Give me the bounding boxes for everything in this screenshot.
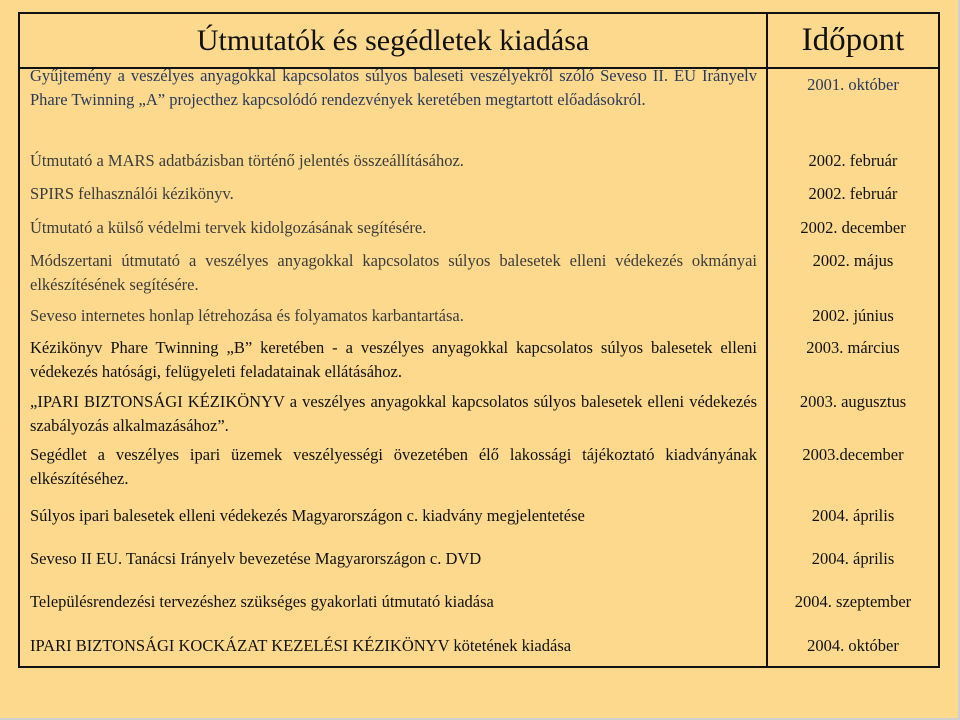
publication-item-10: Súlyos ipari balesetek elleni védekezés Magyarországon c. kiadvány megjelentetése: [30, 506, 585, 525]
publication-item-5: Módszertani útmutató a veszélyes anyagokkal kapcsolatos súlyos balesetek elleni védekezés okmányai elkészítésének segítésére.: [30, 251, 757, 294]
publication-item-9: Segédlet a veszélyes ipari üzemek veszélyességi övezetében élő lakossági tájékoztató kiadványának elkészítéséhez.: [30, 445, 757, 488]
table-header-title: Útmutatók és segédletek kiadása: [196, 23, 590, 57]
publication-date-8: 2003. augusztus: [799, 392, 907, 411]
publication-item-4: Útmutató a külső védelmi tervek kidolgozásának segítésére.: [30, 218, 427, 237]
publication-date-10: 2004. április: [811, 506, 895, 525]
table-header-date: Időpont: [801, 22, 905, 58]
publication-date-3: 2002. február: [808, 184, 898, 203]
publication-item-6: Seveso internetes honlap létrehozása és folyamatos karbantartása.: [30, 306, 464, 325]
publication-date-1: 2001. október: [807, 75, 899, 94]
publication-item-2: Útmutató a MARS adatbázisban történő jelentés összeállításához.: [30, 151, 464, 170]
publication-date-11: 2004. április: [811, 549, 895, 568]
publication-item-11: Seveso II EU. Tanácsi Irányelv bevezetése Magyarországon c. DVD: [30, 549, 482, 568]
publication-item-7: Kézikönyv Phare Twinning „B” keretében - a veszélyes anyagokkal kapcsolatos súlyos balesetek elleni védekezés hatósági, felügyeleti feladatainak ellátásához.: [30, 338, 757, 381]
publication-date-4: 2002. december: [800, 218, 906, 237]
publication-date-5: 2002. május: [812, 251, 894, 270]
publication-item-1: Gyűjtemény a veszélyes anyagokkal kapcsolatos súlyos baleseti veszélyekről szóló Seveso II. EU Irányelv Phare Twinning „A” projecthez kapcsolódó rendezvények keretében megtartott előadásokról.: [30, 66, 757, 109]
publication-item-8: „IPARI BIZTONSÁGI KÉZIKÖNYV a veszélyes anyagokkal kapcsolatos súlyos balesetek elleni védekezés szabályozás alkalmazásához”.: [30, 392, 757, 435]
publication-date-12: 2004. szeptember: [794, 592, 912, 611]
publication-item-12: Településrendezési tervezéshez szükséges gyakorlati útmutató kiadása: [30, 592, 494, 611]
publication-date-2: 2002. február: [808, 151, 898, 170]
publication-item-13: IPARI BIZTONSÁGI KOCKÁZAT KEZELÉSI KÉZIKÖNYV kötetének kiadása: [30, 636, 572, 655]
publication-date-6: 2002. június: [812, 306, 894, 325]
publication-date-13: 2004. október: [807, 636, 899, 655]
publication-date-9: 2003.december: [802, 445, 904, 464]
publication-item-3: SPIRS felhasználói kézikönyv.: [30, 184, 234, 203]
publication-date-7: 2003. március: [806, 338, 900, 357]
